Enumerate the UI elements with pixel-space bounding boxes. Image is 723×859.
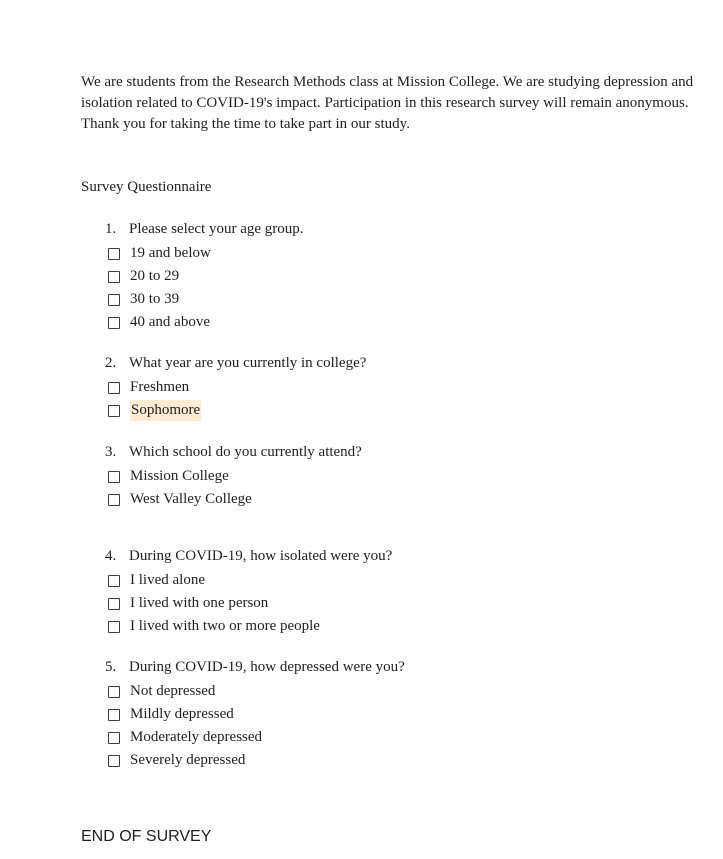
option-mission-college[interactable] (105, 465, 665, 488)
question-number: 5. (105, 659, 117, 675)
option-label: I lived with two or more people (130, 618, 320, 634)
checkbox-icon[interactable] (108, 598, 120, 610)
option-label: 19 and below (130, 245, 211, 261)
question-number: 4. (105, 548, 117, 564)
option-label: Freshmen (130, 379, 190, 395)
option-label: Severely depressed (130, 752, 246, 768)
checkbox-icon[interactable] (108, 271, 120, 283)
option-lived-with-one-person[interactable] (105, 592, 665, 615)
question-number: 3. (105, 444, 117, 460)
question-label: Please select your age group. (129, 221, 304, 237)
question-5-text (105, 657, 665, 680)
question-3 (105, 442, 665, 511)
question-4 (105, 546, 665, 638)
checkbox-icon[interactable] (108, 709, 120, 721)
option-label: 20 to 29 (130, 268, 180, 284)
question-label: During COVID-19, how isolated were you? (129, 548, 393, 564)
checkbox-icon[interactable] (108, 294, 120, 306)
option-label: Mission College (130, 468, 229, 484)
option-label: Moderately depressed (130, 729, 263, 745)
option-30-to-39[interactable] (105, 288, 665, 311)
checkbox-icon[interactable] (108, 732, 120, 744)
end-of-survey: END OF SURVEY (81, 828, 212, 845)
question-5 (105, 657, 665, 772)
option-sophomore[interactable] (105, 399, 665, 422)
question-1-text (105, 219, 665, 242)
option-lived-alone[interactable] (105, 569, 665, 592)
checkbox-icon[interactable] (108, 621, 120, 633)
option-label: Mildly depressed (130, 706, 234, 722)
question-4-text (105, 546, 665, 569)
survey-title: Survey Questionnaire (81, 179, 212, 195)
question-number: 2. (105, 355, 117, 371)
option-19-and-below[interactable] (105, 242, 665, 265)
checkbox-icon[interactable] (108, 382, 120, 394)
checkbox-icon[interactable] (108, 248, 120, 260)
intro-paragraph: We are students from the Research Methods class at Mission College. We are studying depression and isolation related to COVID-19's impact. Participation in this research survey will remain anonymous. Thank you for taking the time to take part in our study. (81, 74, 694, 132)
checkbox-icon[interactable] (108, 575, 120, 587)
question-2-text (105, 353, 665, 376)
question-number: 1. (105, 221, 117, 237)
option-severely-depressed[interactable] (105, 749, 665, 772)
option-freshmen[interactable] (105, 376, 665, 399)
checkbox-icon[interactable] (108, 317, 120, 329)
question-1 (105, 219, 665, 334)
option-moderately-depressed[interactable] (105, 726, 665, 749)
option-40-and-above[interactable] (105, 311, 665, 334)
option-20-to-29[interactable] (105, 265, 665, 288)
question-label: Which school do you currently attend? (129, 444, 362, 460)
question-label: What year are you currently in college? (129, 355, 367, 371)
checkbox-icon[interactable] (108, 755, 120, 767)
option-label: I lived with one person (130, 595, 269, 611)
option-west-valley-college[interactable] (105, 488, 665, 511)
question-2 (105, 353, 665, 422)
option-not-depressed[interactable] (105, 680, 665, 703)
checkbox-icon[interactable] (108, 471, 120, 483)
option-label: West Valley College (130, 491, 252, 507)
checkbox-icon[interactable] (108, 686, 120, 698)
option-label: 30 to 39 (130, 291, 180, 307)
option-label: Not depressed (130, 683, 216, 699)
option-mildly-depressed[interactable] (105, 703, 665, 726)
option-lived-with-two-or-more[interactable] (105, 615, 665, 638)
option-label: 40 and above (130, 314, 210, 330)
option-label: I lived alone (130, 572, 205, 588)
checkbox-icon[interactable] (108, 494, 120, 506)
question-label: During COVID-19, how depressed were you? (129, 659, 405, 675)
checkbox-icon[interactable] (108, 405, 120, 417)
option-label-highlighted: Sophomore (130, 400, 201, 421)
question-3-text (105, 442, 665, 465)
